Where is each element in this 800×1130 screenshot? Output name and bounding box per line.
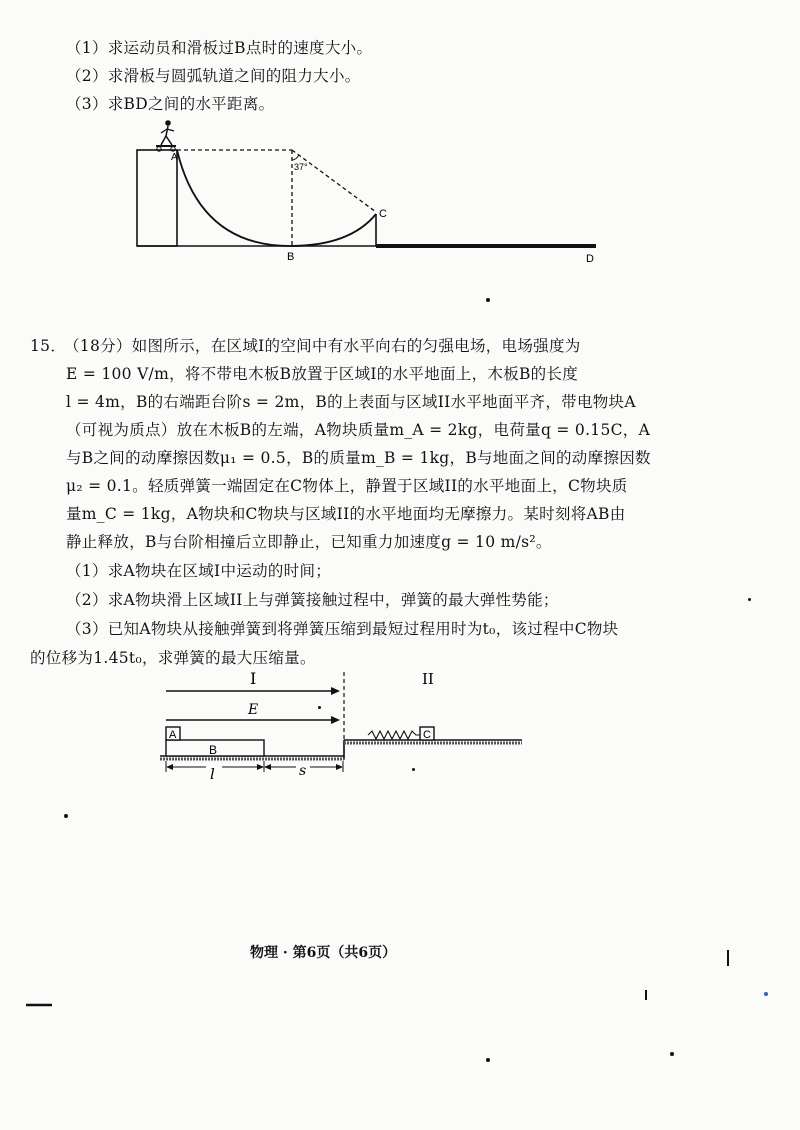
label-block-a: A — [169, 729, 177, 741]
scan-dot — [764, 992, 768, 996]
problem-line: l = 4m，B的右端距台阶s = 2m，B的上表面与区域II水平地面平齐，带电物块A — [66, 393, 636, 411]
scan-dot — [412, 768, 415, 771]
angle-arc — [292, 155, 299, 160]
label-block-c: C — [423, 729, 431, 741]
problem-line: 量m_C = 1kg，A物块和C物块与区域II的水平地面均无摩擦力。某时刻将AB由 — [66, 505, 626, 523]
skater-icon — [156, 120, 176, 151]
problem-line: 与B之间的动摩擦因数μ₁ = 0.5，B的质量m_B = 1kg，B与地面之间的动摩擦因数 — [66, 449, 651, 467]
label-a: A — [171, 152, 178, 163]
problem-line: （可视为质点）放在木板B的左端，A物块质量m_A = 2kg，电荷量q = 0.15C，A — [66, 421, 651, 439]
scan-dot — [486, 298, 490, 302]
label-region2: II — [422, 670, 434, 688]
label-d: D — [586, 253, 594, 265]
page-footer: 物理 · 第6页（共6页） — [250, 945, 397, 961]
scan-dot — [318, 706, 321, 709]
problem-line: μ₂ = 0.1。轻质弹簧一端固定在C物体上，静置于区域II的水平地面上，C物块质 — [66, 477, 628, 495]
problem-line: 静止释放，B与台阶相撞后立即静止，已知重力加速度g = 10 m/s²。 — [66, 533, 552, 551]
problem-number: 15． — [30, 337, 67, 355]
scan-dot — [486, 1058, 490, 1062]
subquestion-3: （3）已知A物块从接触弹簧到将弹簧压缩到最短过程用时为t₀，该过程中C物块 — [66, 620, 619, 638]
question-2: （2）求滑板与圆弧轨道之间的阻力大小。 — [66, 67, 361, 85]
label-l: l — [210, 765, 215, 783]
label-c: C — [379, 208, 387, 220]
label-s: s — [299, 763, 307, 779]
scan-dot — [64, 814, 68, 818]
scan-dot — [670, 1052, 674, 1056]
field-figure — [160, 672, 522, 772]
dashed-slope — [292, 150, 376, 212]
problem-line: （18分）如图所示，在区域I的空间中有水平向右的匀强电场，电场强度为 — [64, 337, 581, 355]
question-1: （1）求运动员和滑板过B点时的速度大小。 — [66, 39, 373, 57]
label-region1: I — [250, 669, 257, 688]
label-b: B — [287, 251, 295, 263]
scan-dot — [748, 598, 751, 601]
subquestion-1: （1）求A物块在区域I中运动的时间； — [66, 562, 332, 580]
problem-line: E = 100 V/m，将不带电木板B放置于区域I的水平地面上，木板B的长度 — [66, 365, 579, 383]
label-board-b: B — [209, 743, 218, 757]
spring — [368, 731, 420, 739]
label-e: E — [248, 702, 259, 718]
subquestion-2: （2）求A物块滑上区域II上与弹簧接触过程中，弹簧的最大弹性势能； — [66, 591, 559, 609]
question-3: （3）求BD之间的水平距离。 — [66, 95, 275, 113]
arc-track — [177, 150, 376, 246]
subquestion-3-cont: 的位移为1.45t₀，求弹簧的最大压缩量。 — [30, 649, 316, 667]
platform — [137, 150, 177, 246]
label-angle: 37° — [294, 162, 308, 172]
